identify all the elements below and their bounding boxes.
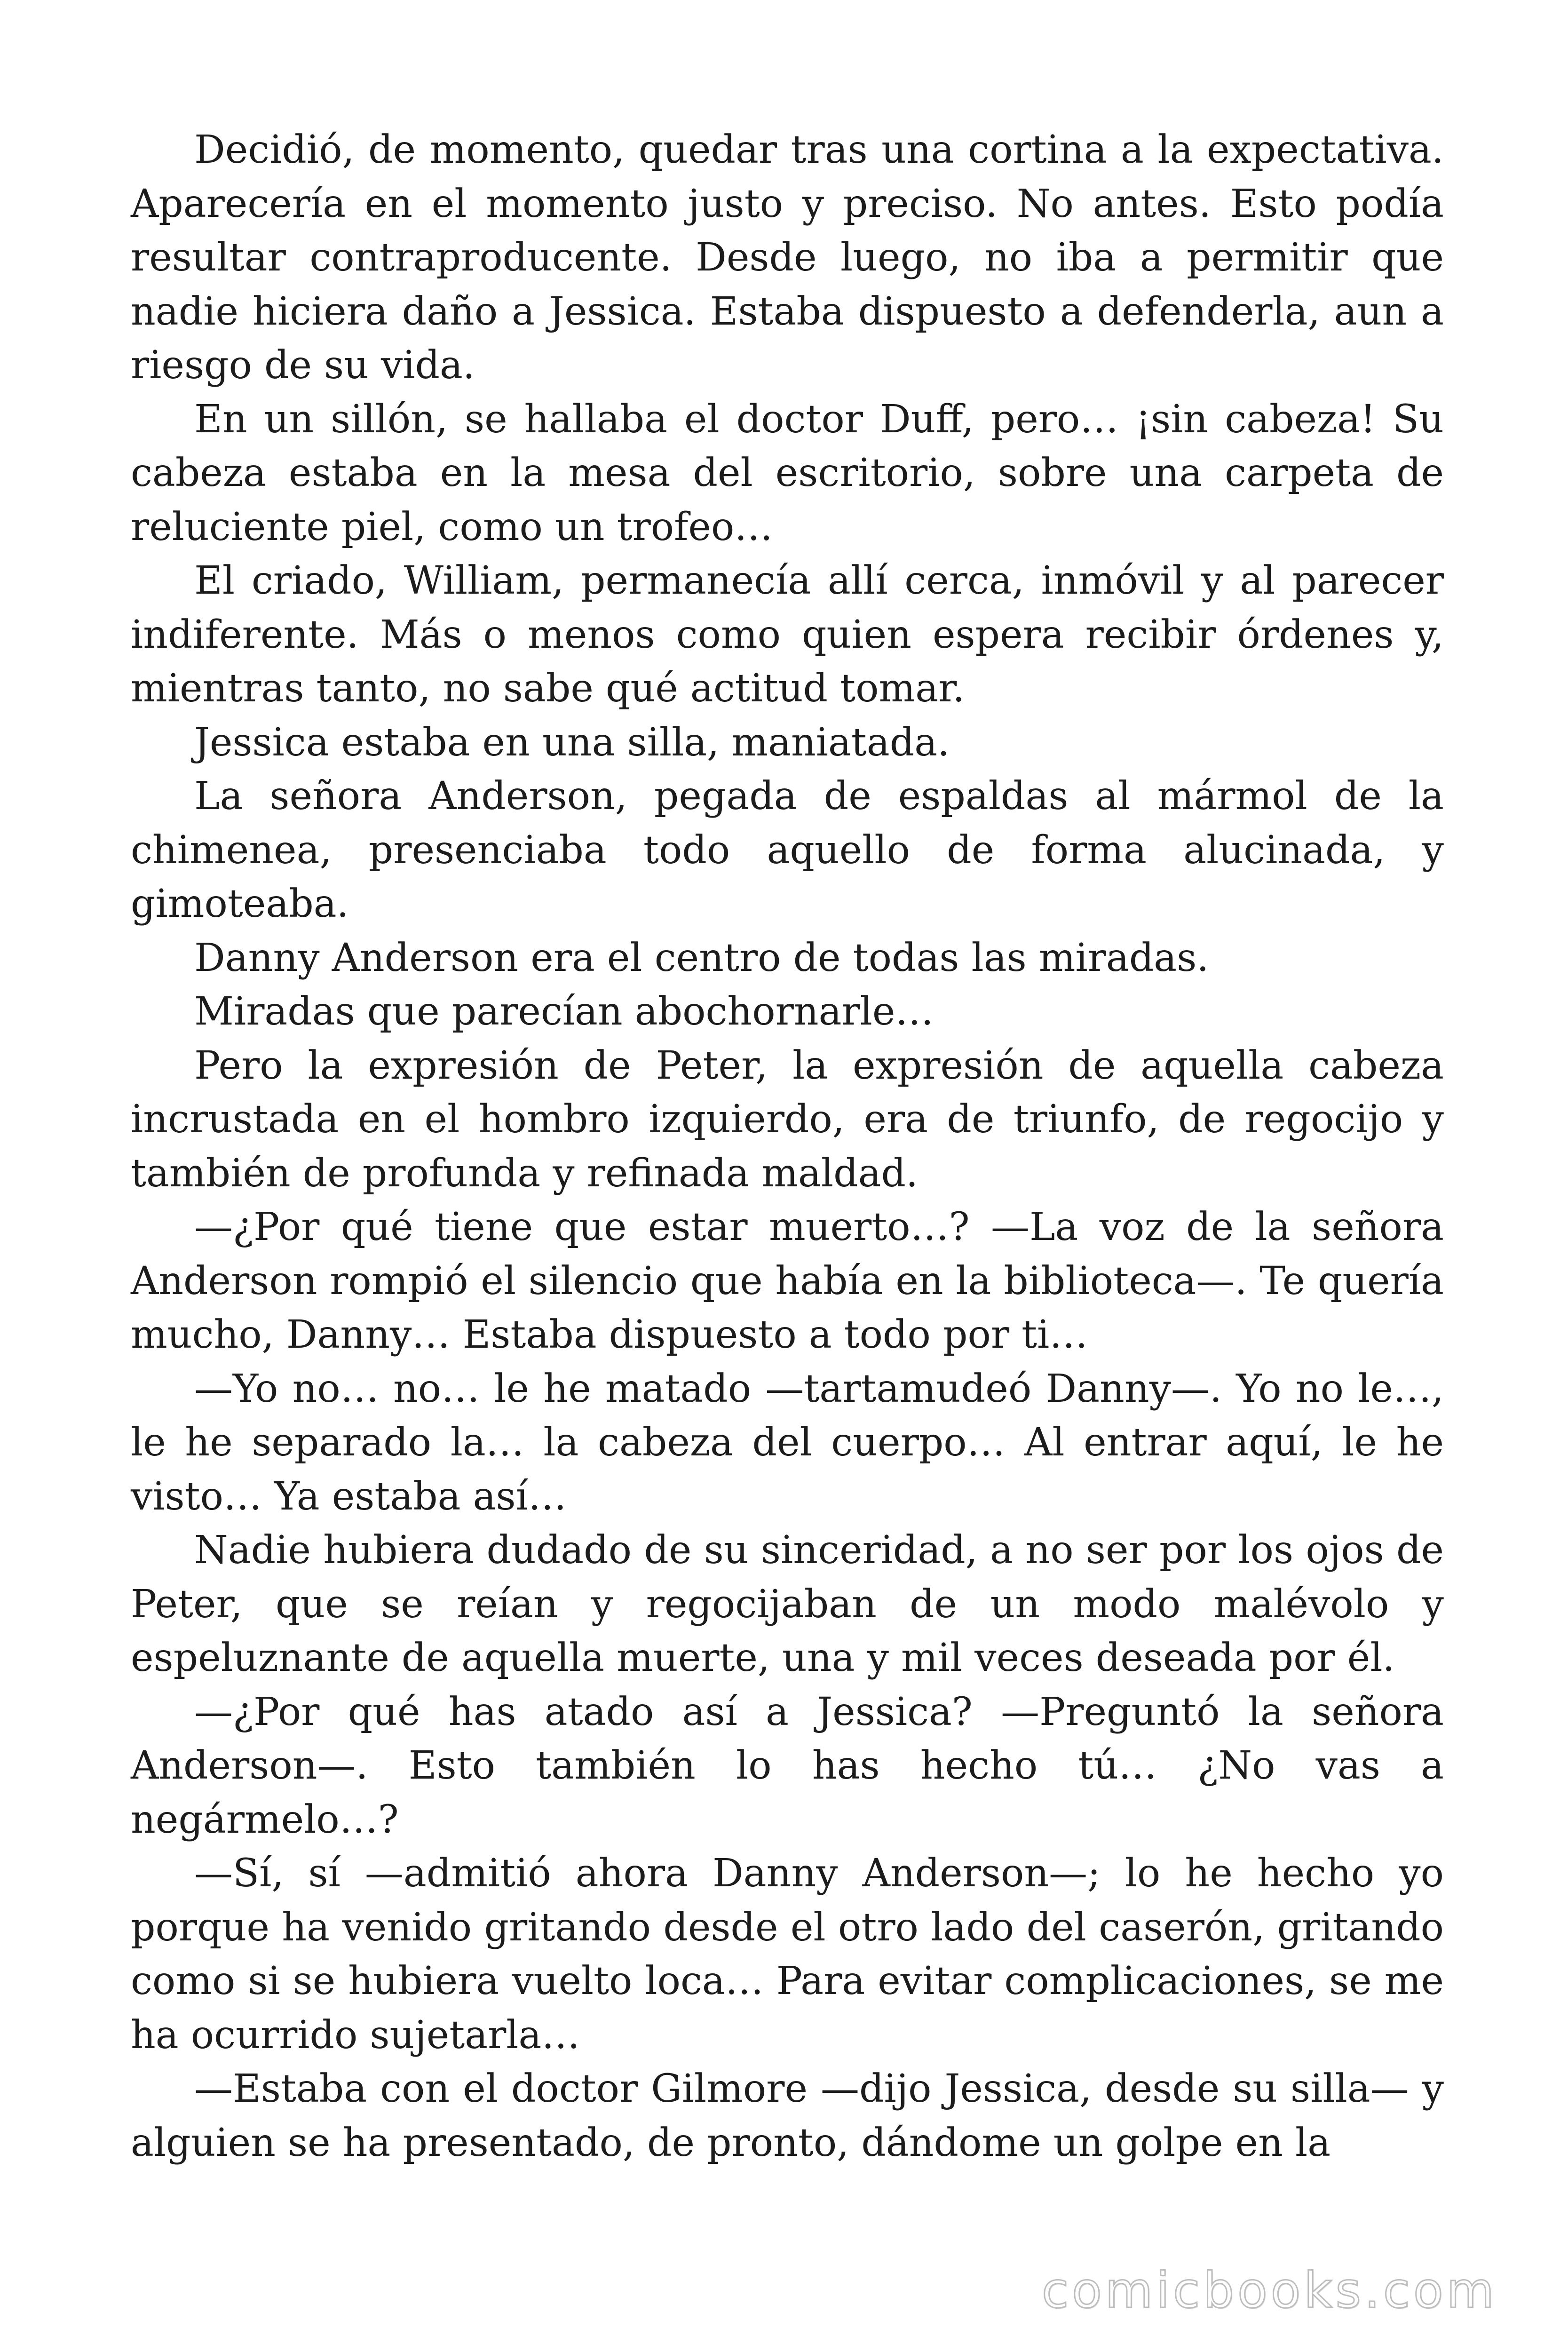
paragraph: Nadie hubiera dudado de su sinceridad, a no ser por los ojos de Peter, que se reían y regocijaban de un modo malévolo y espeluznante de aquella muerte, una y mil veces deseada por él. [131,1528,1444,1680]
paragraph: Danny Anderson era el centro de todas las miradas. [194,935,1209,980]
paragraph: —Estaba con el doctor Gilmore —dijo Jessica, desde su silla— y alguien se ha presentado, de pronto, dándome un golpe en la [131,2066,1444,2165]
watermark: comicbooks.com [1041,2262,1497,2319]
body-text [131,123,1444,2170]
paragraph: —¿Por qué has atado así a Jessica? —Preguntó la señora Anderson—. Esto también lo has hecho tú… ¿No vas a negármelo…? [131,1689,1444,1842]
paragraph: En un sillón, se hallaba el doctor Duff, pero… ¡sin cabeza! Su cabeza estaba en la mesa del escritorio, sobre una carpeta de reluciente piel, como un trofeo… [131,397,1444,549]
paragraph: Jessica estaba en una silla, maniatada. [194,720,950,765]
paragraph: La señora Anderson, pegada de espaldas al mármol de la chimenea, presenciaba todo aquello de forma alucinada, y gimoteaba. [131,774,1444,926]
paragraph: Pero la expresión de Peter, la expresión de aquella cabeza incrustada en el hombro izquierdo, era de triunfo, de regocijo y también de profunda y refinada maldad. [131,1043,1444,1196]
paragraph: —Sí, sí —admitió ahora Danny Anderson—; lo he hecho yo porque ha venido gritando desde el otro lado del caserón, gritando como si se hubiera vuelto loca… Para evitar complicaciones, se me ha ocurrido sujetarla… [131,1851,1444,2058]
paragraph: Decidió, de momento, quedar tras una cortina a la expectativa. Aparecería en el momento justo y preciso. No antes. Esto podía resultar contraproducente. Desde luego, no iba a permitir que nadie hiciera daño a Jessica. Estaba dispuesto a defenderla, aun a riesgo de su vida. [131,127,1444,388]
paragraph: El criado, William, permanecía allí cerca, inmóvil y al parecer indiferente. Más o menos como quien espera recibir órdenes y, mientras tanto, no sabe qué actitud tomar. [131,558,1444,711]
paragraph: Miradas que parecían abochornarle… [194,989,934,1034]
paragraph: —¿Por qué tiene que estar muerto…? —La voz de la señora Anderson rompió el silencio que había en la biblioteca—. Te quería mucho, Danny… Estaba dispuesto a todo por ti… [131,1205,1444,1357]
paragraph: —Yo no… no… le he matado —tartamudeó Danny—. Yo no le…, le he separado la… la cabeza del cuerpo… Al entrar aquí, le he visto… Ya estaba así… [131,1366,1444,1519]
